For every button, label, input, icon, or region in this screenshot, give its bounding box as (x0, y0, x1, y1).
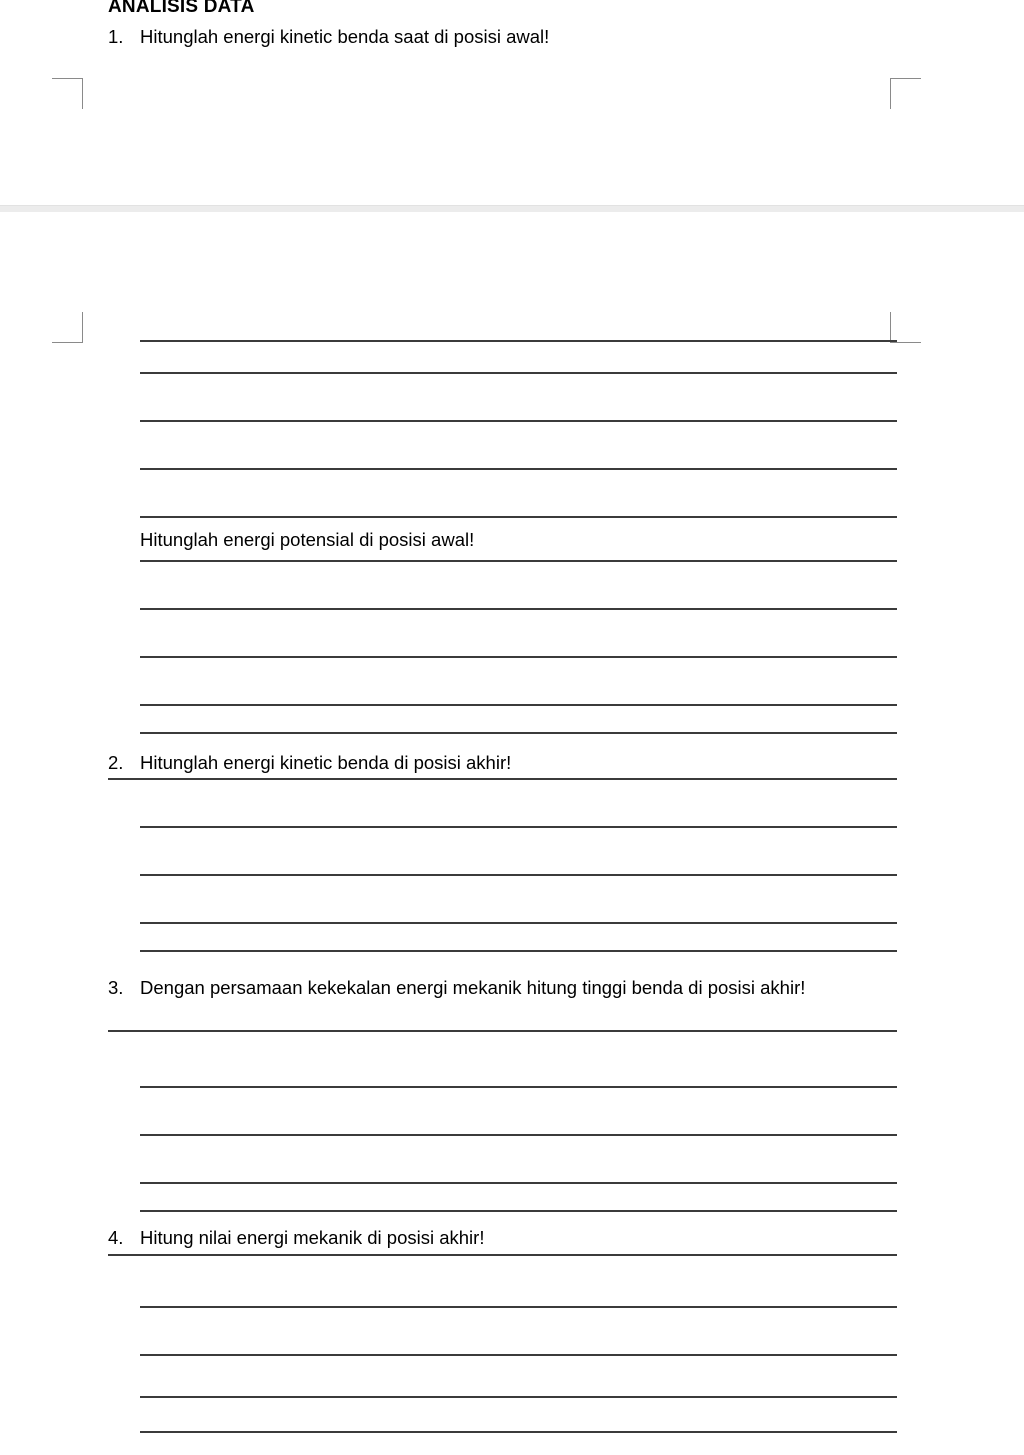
answer-line[interactable] (108, 1254, 897, 1256)
question-number: 4. (108, 1227, 124, 1248)
answer-line[interactable] (140, 922, 897, 924)
answer-line[interactable] (140, 874, 897, 876)
answer-line[interactable] (140, 608, 897, 610)
question-number: 1. (108, 26, 124, 47)
page-sheet-current (0, 212, 1024, 1455)
answer-line[interactable] (140, 516, 897, 518)
answer-line[interactable] (140, 704, 897, 706)
answer-line[interactable] (140, 732, 897, 734)
answer-line[interactable] (140, 656, 897, 658)
question-number: 3. (108, 977, 124, 998)
section-heading: ANALISIS DATA (108, 0, 255, 17)
answer-line[interactable] (140, 1210, 897, 1212)
answer-line[interactable] (140, 1306, 897, 1308)
answer-line[interactable] (140, 1354, 897, 1356)
question-text: Hitunglah energi kinetic benda saat di posisi awal! (140, 26, 550, 47)
answer-line[interactable] (140, 340, 897, 342)
question-text: Dengan persamaan kekekalan energi mekanik hitung tinggi benda di posisi akhir! (140, 977, 806, 998)
answer-line[interactable] (140, 950, 897, 952)
answer-line[interactable] (140, 1182, 897, 1184)
answer-line[interactable] (140, 1396, 897, 1398)
question-text: Hitunglah energi potensial di posisi awal! (140, 529, 475, 550)
answer-line[interactable] (140, 826, 897, 828)
answer-line[interactable] (140, 468, 897, 470)
question-text: Hitunglah energi kinetic benda di posisi akhir! (140, 752, 512, 773)
answer-line[interactable] (140, 420, 897, 422)
answer-line[interactable] (108, 1030, 897, 1032)
answer-line[interactable] (140, 372, 897, 374)
answer-line[interactable] (140, 1134, 897, 1136)
answer-line[interactable] (140, 1086, 897, 1088)
answer-line[interactable] (140, 560, 897, 562)
answer-line[interactable] (108, 778, 897, 780)
question-number: 2. (108, 752, 124, 773)
question-text: Hitung nilai energi mekanik di posisi akhir! (140, 1227, 485, 1248)
answer-line[interactable] (140, 1431, 897, 1433)
